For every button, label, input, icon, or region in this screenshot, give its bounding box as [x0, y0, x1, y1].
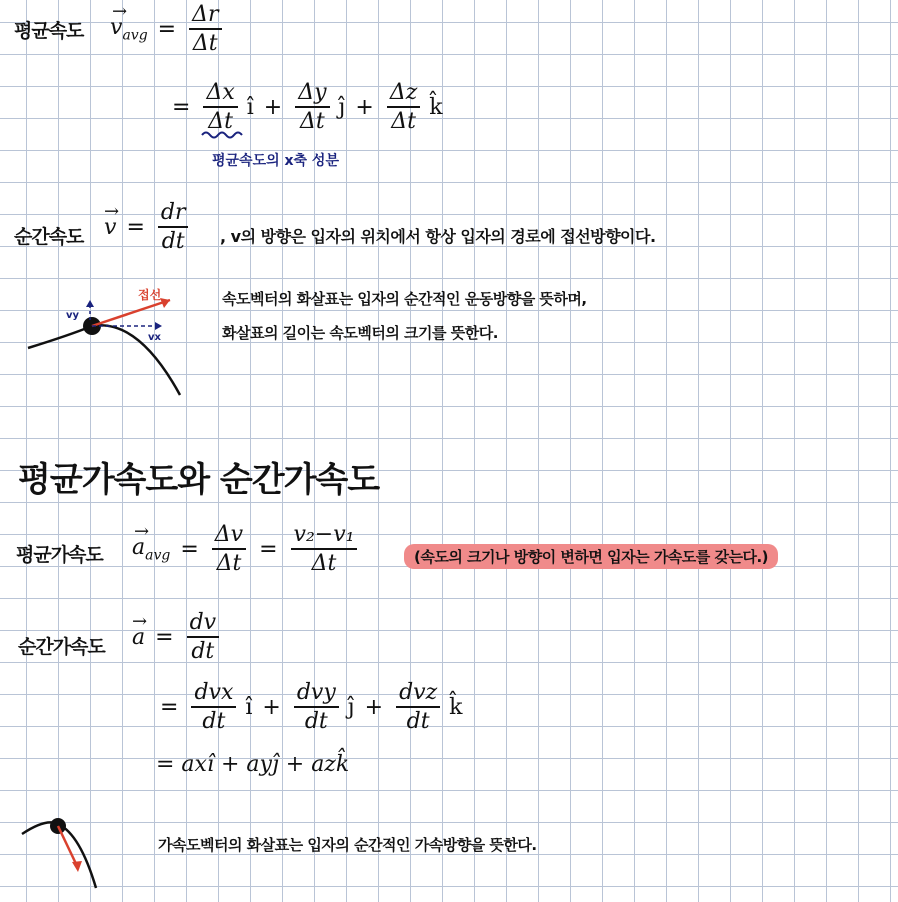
- component-z-fraction: $\frac{\Delta z}{\Delta t}$: [387, 80, 420, 134]
- inst-accel-equation: → a = $\frac{dv}{dt}$: [132, 610, 222, 664]
- tangent-label: 접선: [138, 288, 162, 302]
- accel-final-form: = axî + ayĵ + azk̂: [156, 752, 350, 777]
- component-y-fraction: $\frac{\Delta y}{\Delta t}$: [295, 80, 329, 134]
- vx-label: vx: [148, 332, 161, 343]
- vector-arrow-icon: →: [104, 200, 120, 222]
- avg-velocity-components: = $\frac{\Delta x}{\Delta t}$ î + $\frac{\Delta y}{\Delta t}$ ĵ + $\frac{\Delta z}{\Delta t}$ k̂: [172, 80, 443, 134]
- velocity-vector-arrow: [92, 300, 170, 326]
- inst-velocity-equation: → v = $\frac{dr}{dt}$: [104, 200, 191, 254]
- avg-velocity-equation: → $v_{avg}$ = $\frac{\Delta r}{\Delta t}$: [110, 2, 225, 56]
- avg-velocity-lhs: → $v_{avg}$: [110, 0, 148, 44]
- avg-accel-fraction-1: $\frac{\Delta v}{\Delta t}$: [212, 522, 246, 576]
- avg-accel-lhs: → $a_{avg}$: [132, 520, 171, 564]
- acceleration-diagram: [16, 810, 116, 890]
- component-x-fraction: $\frac{\Delta x}{\Delta t}$: [203, 80, 237, 134]
- avg-velocity-label: 평균속도: [14, 20, 84, 42]
- avg-accel-equation: → $a_{avg}$ = $\frac{\Delta v}{\Delta t}$ = $\frac{\text{v₂−v₁}}{\Delta t}$: [132, 522, 360, 576]
- vector-arrow-icon: →: [134, 520, 150, 542]
- section-heading: 평균가속도와 순간가속도: [18, 460, 380, 500]
- inst-velocity-label: 순간속도: [14, 226, 84, 248]
- inst-accel-lhs: → a: [132, 610, 148, 650]
- wavy-underline: [200, 130, 250, 140]
- velocity-text-line1: 속도벡터의 화살표는 입자의 순간적인 운동방향을 뜻하며,: [222, 290, 587, 308]
- vector-arrow-icon: →: [112, 0, 128, 22]
- inst-accel-fraction: $\frac{dv}{dt}$: [187, 610, 220, 664]
- inst-velocity-lhs: → v: [104, 200, 120, 240]
- x-component-note: 평균속도의 x축 성분: [212, 153, 339, 169]
- inst-velocity-description: , v의 방향은 입자의 위치에서 항상 입자의 경로에 접선방향이다.: [220, 227, 656, 246]
- inst-velocity-fraction: $\frac{dr}{dt}$: [158, 200, 189, 254]
- velocity-text-line2: 화살표의 길이는 속도벡터의 크기를 뜻한다.: [222, 324, 498, 342]
- accel-z-fraction: $\frac{\text{dvz}}{dt}$: [396, 680, 440, 734]
- avg-accel-fraction-2: $\frac{\text{v₂−v₁}}{\Delta t}$: [291, 522, 358, 576]
- accel-x-fraction: $\frac{\text{dvx}}{dt}$: [191, 680, 236, 734]
- accel-highlight-note: (속도의 크기나 방향이 변하면 입자는 가속도를 갖는다.): [404, 544, 778, 569]
- avg-velocity-fraction: $\frac{\Delta r}{\Delta t}$: [189, 2, 221, 56]
- avg-accel-label: 평균가속도: [16, 544, 103, 566]
- vy-label: vy: [66, 310, 80, 321]
- accel-diagram-text: 가속도벡터의 화살표는 입자의 순간적인 가속방향을 뜻한다.: [158, 836, 537, 854]
- inst-accel-components: = $\frac{\text{dvx}}{dt}$ î + $\frac{\text{dvy}}{dt}$ ĵ + $\frac{\text{dvz}}{dt}$ k̂: [160, 680, 463, 734]
- inst-accel-label: 순간가속도: [18, 636, 105, 658]
- accel-y-fraction: $\frac{\text{dvy}}{dt}$: [294, 680, 339, 734]
- vector-arrow-icon: →: [132, 610, 148, 632]
- velocity-diagram: [20, 280, 210, 410]
